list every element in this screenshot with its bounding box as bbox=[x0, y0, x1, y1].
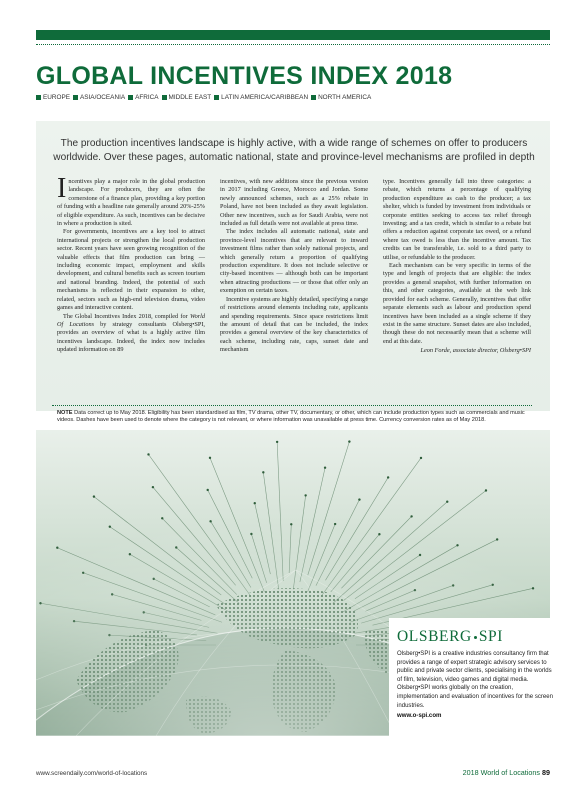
olsberg-description: Olsberg•SPI is a creative industries consultancy firm that provides a range of expert strategic advisory services to public and private sector clients, specialising in the worlds of film, television, video games and digital media. Olsberg•SPI works globally on the creation, implementation and evaluation of incentives for the screen industries. bbox=[397, 651, 553, 709]
region-item: LATIN AMERICA/CARIBBEAN bbox=[214, 94, 308, 101]
page-number: 89 bbox=[542, 768, 550, 777]
drop-cap: I bbox=[57, 173, 67, 204]
note-rule bbox=[52, 405, 532, 406]
region-item: NORTH AMERICA bbox=[311, 94, 371, 101]
square-icon bbox=[128, 95, 133, 100]
region-item: MIDDLE EAST bbox=[162, 94, 212, 101]
article-column-1 bbox=[57, 173, 205, 356]
region-item: AFRICA bbox=[128, 94, 158, 101]
header-bar bbox=[36, 30, 550, 40]
article-columns bbox=[57, 173, 532, 356]
square-icon bbox=[311, 95, 316, 100]
paragraph: incentives, with new additions since the previous version in 2017 including Greece, Morocco and Jordan. Some newly announced schemes, such as a 25% rebate in Poland, have not been included as they await legislation. Other new incentives, such as for Saudi Arabia, were not included as full details were not available at press time. bbox=[220, 178, 368, 228]
paragraph: Incentive systems are highly detailed, specifying a range of restrictions around elements including rate, applicants and spending requirements. Since space restrictions limit the amount of detail that can be included, the index provides a general overview of the key characteristics of each scheme, including rate, caps, sunset date and mechanism bbox=[220, 295, 368, 354]
article-column-2 bbox=[220, 178, 368, 356]
header-rule bbox=[36, 44, 550, 45]
square-icon bbox=[73, 95, 78, 100]
data-note: NOTE Data correct up to May 2018. Eligibility has been standardised as film, TV drama, other TV, documentary, or other, which can include production types such as commercials and music videos. Dashes have been used to denote where the category is not relevant, or where information was unavailable at press time. Currency conversion rates as of May 2018. bbox=[57, 410, 525, 424]
dot-icon bbox=[474, 636, 477, 639]
article-column-3 bbox=[383, 178, 531, 356]
olsberg-logo: OLSBERG SPI bbox=[397, 628, 504, 645]
olsberg-url[interactable]: www.o-spi.com bbox=[397, 712, 442, 720]
paragraph: For governments, incentives are a key tool to attract international projects or strengthen the local production sector. Recent years have seen growing recognition of the valuable effects that film production can bring — including economic impact, employment and skills development, and cultural benefits such as screen tourism and national branding. Indeed, the potential of such mechanisms is reflected in their expansion to other, related, sectors such as high-end television drama, video games and interactive content. bbox=[57, 228, 205, 312]
square-icon bbox=[162, 95, 167, 100]
author-signature: Leon Forde, associate director, Olsberg•SPI bbox=[420, 347, 531, 355]
paragraph: The Global Incentives Index 2018, compiled for World Of Locations by strategy consultants Olsberg•SPI, provides an overview of what is a highly active film incentives landscape. Indeed, the index now includes updated information on 89 bbox=[57, 312, 205, 354]
paragraph: Each mechanism can be very specific in terms of the type and length of projects that are eligible: the index provides a general snapshot, with further information on this, and other categories, available at the web link provided for each scheme. Generally, incentives that offer separate elements such as labour and production spend incentives have been included as a single scheme if they exist in the same structure. Sunset dates are also included, though these do not necessarily mean that a scheme will end at this date. bbox=[383, 262, 531, 345]
square-icon bbox=[214, 95, 219, 100]
intro-standfirst: The production incentives landscape is highly active, with a wide range of schemes on offer to producers worldwide. Over these pages, automatic national, state and province-level mechanisms are profiled in depth bbox=[53, 138, 535, 163]
footer-page: 2018 World of Locations 89 bbox=[462, 768, 550, 777]
region-legend bbox=[36, 94, 371, 101]
square-icon bbox=[36, 95, 41, 100]
paragraph: Incentives play a major role in the global production landscape. For producers, they are often the cornerstone of a finance plan, providing a key portion of funding with a headline rate generally around 20%-25% of eligible expenditure. As such, incentives can be decisive in where a production is sited. bbox=[57, 173, 205, 228]
paragraph: type. Incentives generally fall into three categories: a rebate, which returns a percentage of qualifying production expenditure as cash to the producer; a tax shelter, which is funded by investment from individuals or corporate entities seeking to access tax relief through investing; and a tax credit, which is similar to a rebate but offers a reduction against corporate tax owed, or a refund where tax owed is less than the incentive amount. Tax credits can be transferable, i.e. sold to a third party to utilise, or refundable to the producer. bbox=[383, 178, 531, 261]
olsberg-box bbox=[389, 618, 563, 774]
footer-url[interactable]: www.screendaily.com/world-of-locations bbox=[36, 770, 148, 777]
region-item: EUROPE bbox=[36, 94, 70, 101]
page-title: GLOBAL INCENTIVES INDEX 2018 bbox=[36, 62, 453, 90]
region-item: ASIA/OCEANIA bbox=[73, 94, 125, 101]
paragraph: The index includes all automatic national, state and province-level incentives that are relevant to inward investment films rather than solely national projects, and which generally return a proportion of qualifying production expenditure. It does not include selective or city-based incentives — although both can be important when attracting productions — or those that offer only an exemption on certain taxes. bbox=[220, 228, 368, 295]
